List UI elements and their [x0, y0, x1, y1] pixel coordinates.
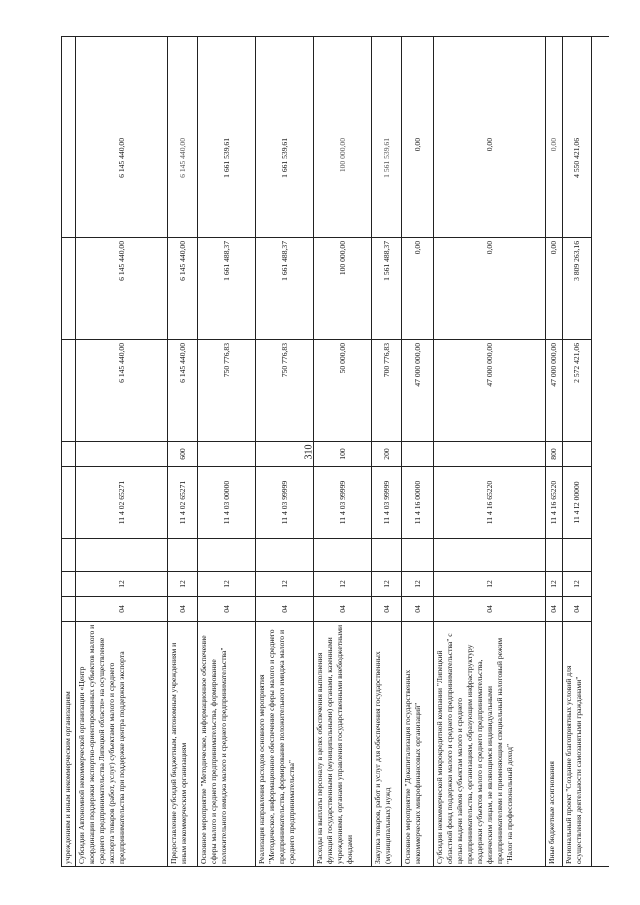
sum-1-cell: 47 000 000,00	[402, 339, 433, 441]
sum-3-cell	[62, 135, 75, 237]
sum-1-cell: 2 572 421,06	[563, 339, 591, 441]
sum-2-cell: 6 145 440,00	[168, 237, 197, 339]
sum-3-cell: 6 145 440,00	[116, 138, 126, 178]
table-row	[563, 37, 592, 866]
vr-cell	[76, 441, 167, 466]
gr-cell: 04	[546, 596, 562, 621]
sum-1-cell: 47 000 000,00	[546, 339, 562, 441]
row-name-cell: Субсидии некоммерческой микрокредитной компании "Липецкий областной фонд поддержки малого и среднего предпринимательства" с целью выдачи займов субъектам малого и среднего предпринимательства, организациям, образующим инфраструктуру поддержки субъектов малого и среднего предпринимательства, физическим лицам, не являющимся индивидуальными предпринимателями и применяющим специальный налоговый режим "Налог на профессиональный доход"	[434, 621, 545, 866]
sum-2-cell: 1 661 488,37	[198, 237, 255, 339]
table-row	[314, 37, 372, 866]
sum-2-cell: 3 809 263,16	[563, 237, 591, 339]
pr-cell	[256, 538, 313, 571]
sum-2-cell: 6 145 440,00	[76, 237, 167, 339]
table-row	[402, 37, 434, 866]
row-name-cell: Предоставление субсидий бюджетным, автономным учреждениям и иным некоммерческим организациям	[168, 621, 197, 866]
vr-cell: 800	[546, 441, 562, 466]
vr-cell	[256, 441, 313, 466]
table-row	[76, 37, 168, 866]
rz-cell: 12	[314, 571, 371, 596]
sum-1-cell: 750 776,83	[198, 339, 255, 441]
gr-cell: 04	[198, 596, 255, 621]
sum-2-cell: 1 561 488,37	[372, 237, 401, 339]
row-name-cell: учреждениям и иным некоммерческим организациям	[62, 621, 75, 866]
sum-1-cell: 6 145 440,00	[168, 339, 197, 441]
sum-2-cell: 1 661 488,37	[256, 237, 313, 339]
rz-cell: 12	[402, 571, 433, 596]
vr-cell	[563, 441, 591, 466]
gr-cell	[62, 596, 75, 621]
sum-1-cell: 50 000,00	[314, 339, 371, 441]
pr-cell	[434, 538, 545, 571]
row-name-cell: Реализация направления расходов основного мероприятия "Методическое, информационное обеспечение сферы малого и среднего предпринимательства, формирование положительного имиджа малого и среднего предпринимательства"	[256, 621, 313, 866]
vr-cell: 200	[372, 441, 401, 466]
vr-cell	[62, 441, 75, 466]
rz-cell: 12	[256, 571, 313, 596]
vr-cell	[402, 441, 433, 466]
gr-cell: 04	[314, 596, 371, 621]
table-row	[168, 37, 198, 866]
sum-2-cell: 100 000,00	[314, 237, 371, 339]
sum-2-cell: 0,00	[546, 237, 562, 339]
sum-1-cell: 700 776,83	[372, 339, 401, 441]
cs-cell: 11 4 03 99999	[314, 466, 371, 538]
sum-3-cell: 0,00	[412, 138, 422, 152]
page-number: 310	[303, 444, 315, 460]
pr-cell	[62, 538, 75, 571]
sum-3-cell: 1 661 539,61	[279, 138, 289, 178]
table-row	[256, 37, 314, 866]
sum-2-cell: 0,00	[434, 237, 545, 339]
sum-3-cell: 1 561 539,61	[381, 138, 391, 178]
pr-cell	[563, 538, 591, 571]
cs-cell	[62, 466, 75, 538]
budget-table-frame	[61, 36, 609, 867]
pr-cell	[372, 538, 401, 571]
gr-cell: 04	[372, 596, 401, 621]
rz-cell: 12	[546, 571, 562, 596]
table-row	[546, 37, 563, 866]
row-name-cell: Основное мероприятие "Докапитализация государственных некоммерческих микрофинансовых организаций"	[402, 621, 433, 866]
sum-3-cell: 100 000,00	[337, 138, 347, 173]
row-name-cell: Региональный проект "Создание благоприятных условий для осуществления деятельности самозанятыми гражданами"	[563, 621, 591, 866]
gr-cell: 04	[434, 596, 545, 621]
gr-cell: 04	[168, 596, 197, 621]
row-name-cell: Расходы на выплаты персоналу в целях обеспечения выполнения функций государственными (муниципальными) органами, казенными учреждениями, органами управления государственными внебюджетными фондами	[314, 621, 371, 866]
table-row	[434, 37, 546, 866]
sum-3-cell: 0,00	[484, 138, 494, 152]
sum-3-cell: 0,00	[549, 138, 558, 152]
pr-cell	[76, 538, 167, 571]
cs-cell: 11 4 I2 00000	[563, 466, 591, 538]
sum-2-cell	[62, 237, 75, 339]
sum-1-cell: 750 776,83	[256, 339, 313, 441]
sum-2-cell: 0,00	[402, 237, 433, 339]
gr-cell: 04	[402, 596, 433, 621]
cs-cell: 11 4 16 65220	[546, 466, 562, 538]
rz-cell: 12	[563, 571, 591, 596]
sum-3-cell: 6 145 440,00	[177, 138, 187, 178]
cs-cell: 11 4 03 99999	[372, 466, 401, 538]
cs-cell: 11 4 16 65220	[434, 466, 545, 538]
gr-cell: 04	[256, 596, 313, 621]
table-row	[372, 37, 402, 866]
rz-cell: 12	[168, 571, 197, 596]
budget-table	[61, 36, 609, 867]
cs-cell: 11 4 03 99999	[256, 466, 313, 538]
sum-1-cell: 6 145 440,00	[76, 339, 167, 441]
pr-cell	[168, 538, 197, 571]
cs-cell: 11 4 16 00000	[402, 466, 433, 538]
vr-cell: 100	[314, 441, 371, 466]
rz-cell: 12	[198, 571, 255, 596]
rz-cell: 12	[76, 571, 167, 596]
cs-cell: 11 4 02 65271	[76, 466, 167, 538]
table-row	[198, 37, 256, 866]
sum-1-cell: 47 000 000,00	[434, 339, 545, 441]
pr-cell	[198, 538, 255, 571]
vr-cell: 600	[168, 441, 197, 466]
sum-3-cell: 4 550 421,06	[572, 138, 581, 178]
row-name-cell: Субсидии Автономной некоммерческой организации «Центр координации поддержки экспортно-ориентированных субъектов малого и среднего предпринимательства Липецкой области» на осуществление экспорта товаров (работ, услуг) субъектами малого и среднего предпринимательства при поддержке центра поддержки экспорта	[76, 621, 167, 866]
vr-cell	[434, 441, 545, 466]
gr-cell: 04	[76, 596, 167, 621]
row-name-cell: Закупка товаров, работ и услуг для обеспечения государственных (муниципальных) нужд	[372, 621, 401, 866]
rz-cell: 12	[372, 571, 401, 596]
rz-cell	[62, 571, 75, 596]
pr-cell	[546, 538, 562, 571]
rz-cell: 12	[434, 571, 545, 596]
table-row	[62, 37, 76, 866]
sum-3-cell: 1 661 539,61	[221, 138, 231, 178]
gr-cell: 04	[563, 596, 591, 621]
cs-cell: 11 4 03 00000	[198, 466, 255, 538]
pr-cell	[314, 538, 371, 571]
row-name-cell: Основное мероприятие "Методическое, информационное обеспечение сферы малого и среднего предпринимательства, формирование положительного имиджа малого и среднего предпринимательства"	[198, 621, 255, 866]
pr-cell	[402, 538, 433, 571]
cs-cell: 11 4 02 65271	[168, 466, 197, 538]
row-name-cell: Иные бюджетные ассигнования	[546, 621, 562, 866]
sum-1-cell	[62, 339, 75, 441]
vr-cell	[198, 441, 255, 466]
